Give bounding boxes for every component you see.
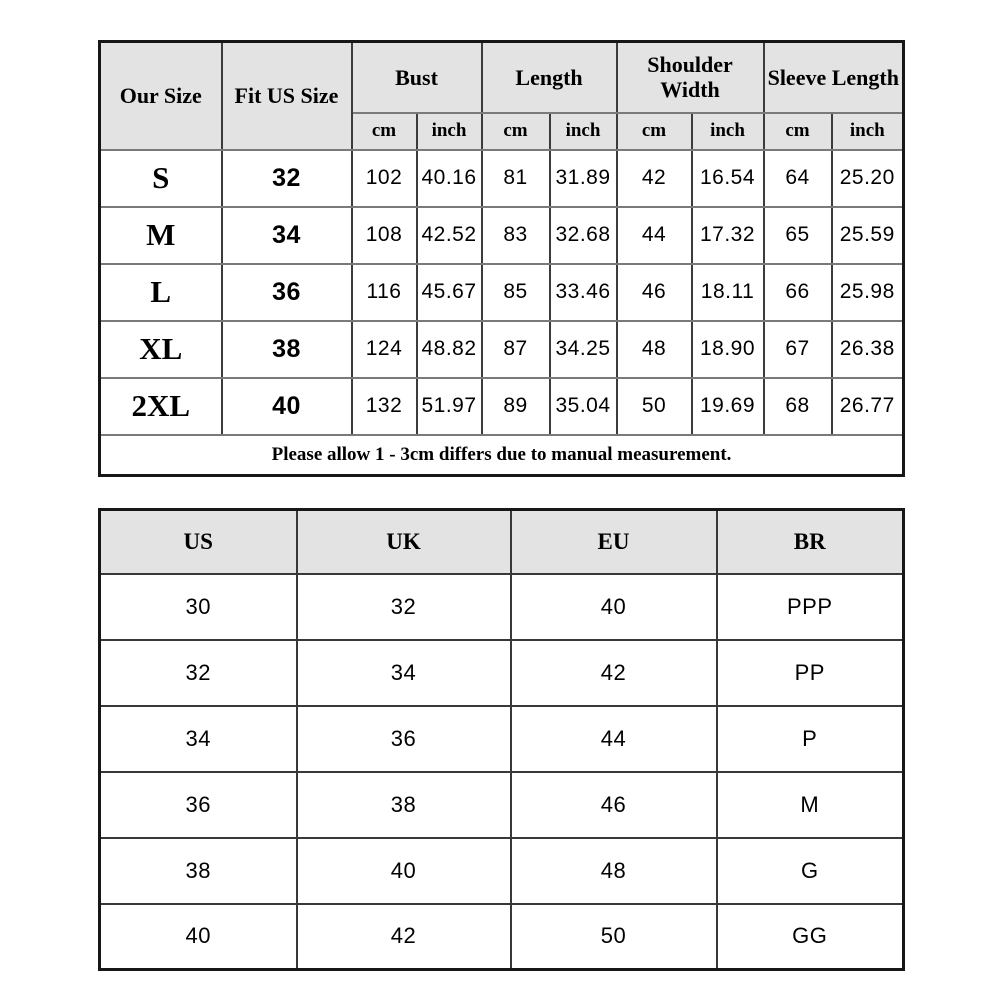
table-cell: 35.04 (550, 378, 617, 435)
table-cell: 64 (764, 150, 832, 207)
table-cell: 34 (222, 207, 352, 264)
table-cell: 19.69 (692, 378, 764, 435)
col-header-fit-us-size: Fit US Size (222, 42, 352, 150)
table-cell: 108 (352, 207, 417, 264)
unit-header-cm: cm (617, 113, 692, 150)
table-row (100, 640, 904, 706)
table-cell: 32 (222, 150, 352, 207)
table-cell: 42 (617, 150, 692, 207)
table-cell: 51.97 (417, 378, 482, 435)
table-cell: 17.32 (692, 207, 764, 264)
table-cell: 124 (352, 321, 417, 378)
table-cell: 68 (764, 378, 832, 435)
table-cell: 32.68 (550, 207, 617, 264)
measurement-table-container (98, 40, 902, 477)
table-cell: 34.25 (550, 321, 617, 378)
table-cell: 34 (100, 706, 297, 772)
table-row (100, 321, 904, 378)
table-cell: 31.89 (550, 150, 617, 207)
table-cell: PPP (717, 574, 904, 640)
table-cell: 132 (352, 378, 417, 435)
table-cell: 38 (222, 321, 352, 378)
table-cell: 38 (100, 838, 297, 904)
table-cell: 40.16 (417, 150, 482, 207)
table-cell: GG (717, 904, 904, 970)
table-cell: M (717, 772, 904, 838)
unit-header-cm: cm (764, 113, 832, 150)
table-cell: P (717, 706, 904, 772)
table-cell: 40 (297, 838, 511, 904)
table-cell: 50 (617, 378, 692, 435)
measurement-table-body (100, 150, 904, 435)
table-cell: PP (717, 640, 904, 706)
unit-header-cm: cm (482, 113, 550, 150)
table-row (100, 904, 904, 970)
table-cell: 102 (352, 150, 417, 207)
table-cell: 46 (617, 264, 692, 321)
unit-header-inch: inch (417, 113, 482, 150)
col-header-length: Length (482, 42, 617, 113)
table-cell: 40 (100, 904, 297, 970)
col-header-sleeve-length: Sleeve Length (764, 42, 904, 113)
table-cell: 116 (352, 264, 417, 321)
table-cell: 30 (100, 574, 297, 640)
table-cell: 50 (511, 904, 717, 970)
table-cell: XL (100, 321, 222, 378)
measurement-table (98, 40, 905, 477)
col-header-us: US (100, 510, 297, 574)
table-cell: 48 (617, 321, 692, 378)
conversion-table-body (100, 574, 904, 970)
table-cell: 66 (764, 264, 832, 321)
col-header-eu: EU (511, 510, 717, 574)
table-cell: 25.98 (832, 264, 904, 321)
table-cell: 42.52 (417, 207, 482, 264)
table-cell: 16.54 (692, 150, 764, 207)
table-cell: 46 (511, 772, 717, 838)
table-cell: 48 (511, 838, 717, 904)
table-cell: 32 (100, 640, 297, 706)
col-header-uk: UK (297, 510, 511, 574)
table-cell: 65 (764, 207, 832, 264)
table-cell: L (100, 264, 222, 321)
table-row (100, 706, 904, 772)
note-row (100, 435, 904, 476)
table-row (100, 772, 904, 838)
unit-header-cm: cm (352, 113, 417, 150)
table-cell: 2XL (100, 378, 222, 435)
table-cell: 40 (511, 574, 717, 640)
table-cell: 18.90 (692, 321, 764, 378)
table-cell: 34 (297, 640, 511, 706)
table-cell: 26.38 (832, 321, 904, 378)
table-row (100, 150, 904, 207)
table-cell: 87 (482, 321, 550, 378)
table-cell: 25.59 (832, 207, 904, 264)
table-row (100, 838, 904, 904)
table-cell: 38 (297, 772, 511, 838)
unit-header-inch: inch (832, 113, 904, 150)
measurement-header-row (100, 42, 904, 113)
col-header-br: BR (717, 510, 904, 574)
table-cell: 42 (511, 640, 717, 706)
table-row (100, 207, 904, 264)
table-cell: 25.20 (832, 150, 904, 207)
table-cell: 85 (482, 264, 550, 321)
table-cell: 42 (297, 904, 511, 970)
table-cell: 81 (482, 150, 550, 207)
col-header-our-size: Our Size (100, 42, 222, 150)
table-cell: 32 (297, 574, 511, 640)
table-row (100, 574, 904, 640)
table-cell: 36 (297, 706, 511, 772)
table-cell: 83 (482, 207, 550, 264)
table-cell: S (100, 150, 222, 207)
table-cell: 89 (482, 378, 550, 435)
table-row (100, 378, 904, 435)
table-cell: M (100, 207, 222, 264)
table-cell: 48.82 (417, 321, 482, 378)
table-cell: 44 (511, 706, 717, 772)
col-header-bust: Bust (352, 42, 482, 113)
table-cell: 36 (100, 772, 297, 838)
col-header-shoulder-width: Shoulder Width (617, 42, 764, 113)
conversion-header-row (100, 510, 904, 574)
table-row (100, 264, 904, 321)
conversion-table (98, 508, 905, 971)
measurement-note: Please allow 1 - 3cm differs due to manual measurement. (100, 435, 904, 476)
unit-header-inch: inch (692, 113, 764, 150)
table-cell: 45.67 (417, 264, 482, 321)
table-cell: 40 (222, 378, 352, 435)
conversion-table-container (98, 508, 902, 971)
table-cell: 33.46 (550, 264, 617, 321)
table-cell: 44 (617, 207, 692, 264)
table-cell: 26.77 (832, 378, 904, 435)
table-cell: 67 (764, 321, 832, 378)
table-cell: 18.11 (692, 264, 764, 321)
unit-header-inch: inch (550, 113, 617, 150)
table-cell: 36 (222, 264, 352, 321)
table-cell: G (717, 838, 904, 904)
